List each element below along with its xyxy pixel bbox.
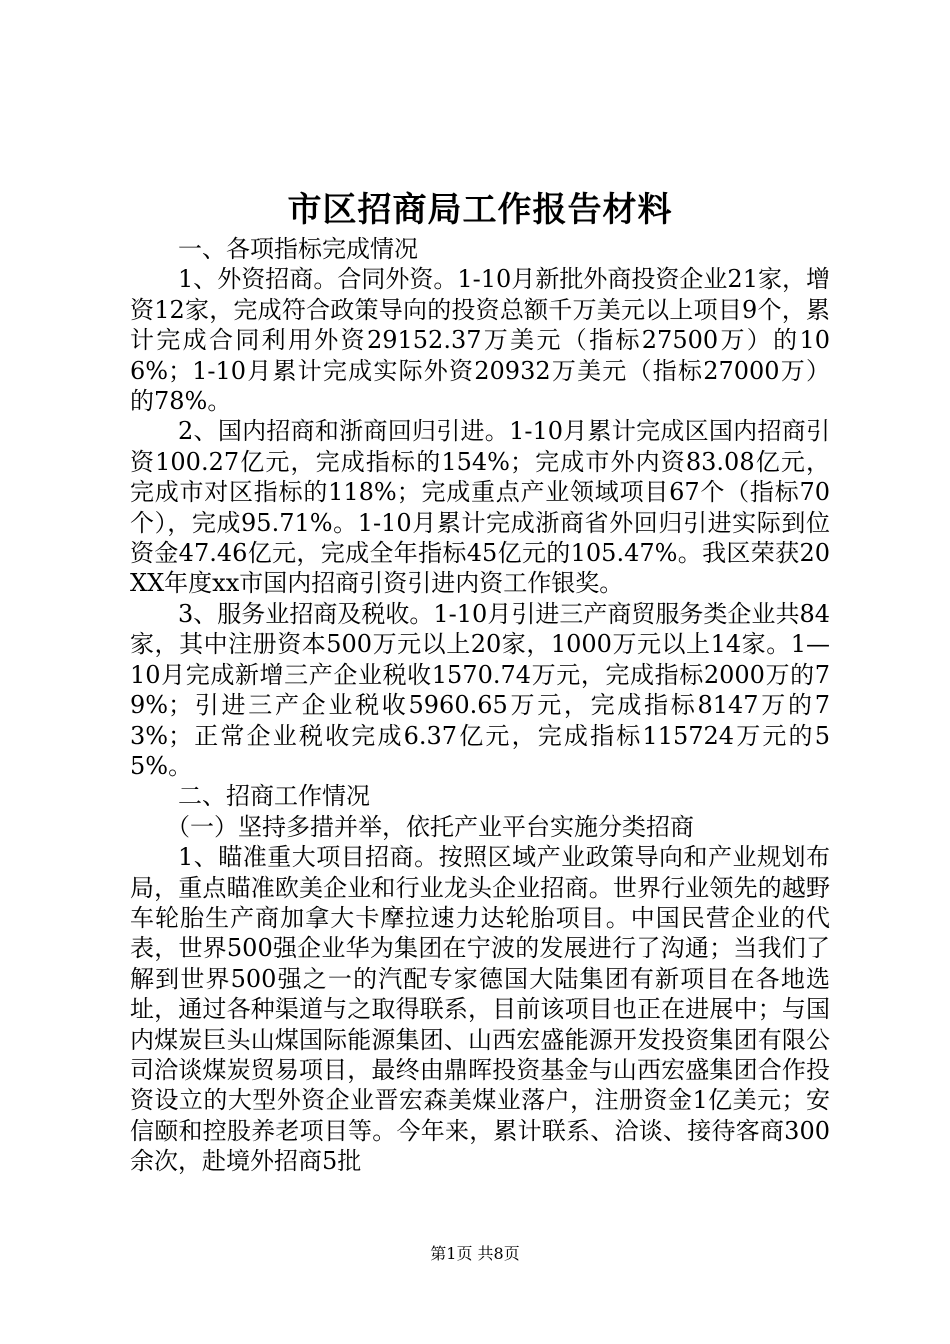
paragraph-major-projects: 1、瞄准重大项目招商。按照区域产业政策导向和产业规划布局，重点瞄准欧美企业和行业龙头企业招商。世界行业领先的越野车轮胎生产商加拿大卡摩拉速力达轮胎项目。中国民营企业的代表，世界500强企业华为集团在宁波的发展进行了沟通；当我们了解到世界500强之一的汽配专家德国大陆集团有新项目在各地选址，通过各种渠道与之取得联系，目前该项目也正在进展中；与国内煤炭巨头山煤国际能源集团、山西宏盛能源开发投资集团有限公司洽谈煤炭贸易项目，最终由鼎晖投资基金与山西宏盛集团合作投资设立的大型外资企业晋宏森美煤业落户，注册资金1亿美元；安信颐和控股养老项目等。今年来，累计联系、洽谈、接待客商300余次，赴境外招商5批	[130, 843, 830, 1176]
document-title: 市区招商局工作报告材料	[287, 190, 673, 230]
document-body	[130, 188, 830, 1177]
section-heading-2: 二、招商工作情况	[178, 782, 370, 811]
section-heading-1: 一、各项指标完成情况	[178, 235, 418, 263]
page-footer: 第1页 共8页	[430, 1244, 520, 1263]
paragraph-foreign-investment: 1、外资招商。合同外资。1-10月新批外商投资企业21家，增资12家，完成符合政策导向的投资总额千万美元以上项目9个，累计完成合同利用外资29152.37万美元（指标27500万）的106%；1-10月累计完成实际外资20932万美元（指标27000万）的78%。	[130, 265, 830, 416]
paragraph-domestic-investment: 2、国内招商和浙商回归引进。1-10月累计完成区国内招商引资100.27亿元，完成指标的154%；完成市外内资83.08亿元，完成市对区指标的118%；完成重点产业领域项目67个（指标70个），完成95.71%。1-10月累计完成浙商省外回归引进实际到位资金47.46亿元，完成全年指标45亿元的105.47%。我区荣获20XX年度xx市国内招商引资引进内资工作银奖。	[130, 417, 830, 598]
subsection-heading-1: （一）坚持多措并举，依托产业平台实施分类招商	[166, 812, 694, 841]
paragraph-service-industry: 3、服务业招商及税收。1-10月引进三产商贸服务类企业共84家，其中注册资本500万元以上20家，1000万元以上14家。1—10月完成新增三产企业税收1570.74万元，完成指标2000万的79%；引进三产企业税收5960.65万元，完成指标8147万的73%；正常企业税收完成6.37亿元，完成指标115724万元的55%。	[130, 599, 830, 780]
